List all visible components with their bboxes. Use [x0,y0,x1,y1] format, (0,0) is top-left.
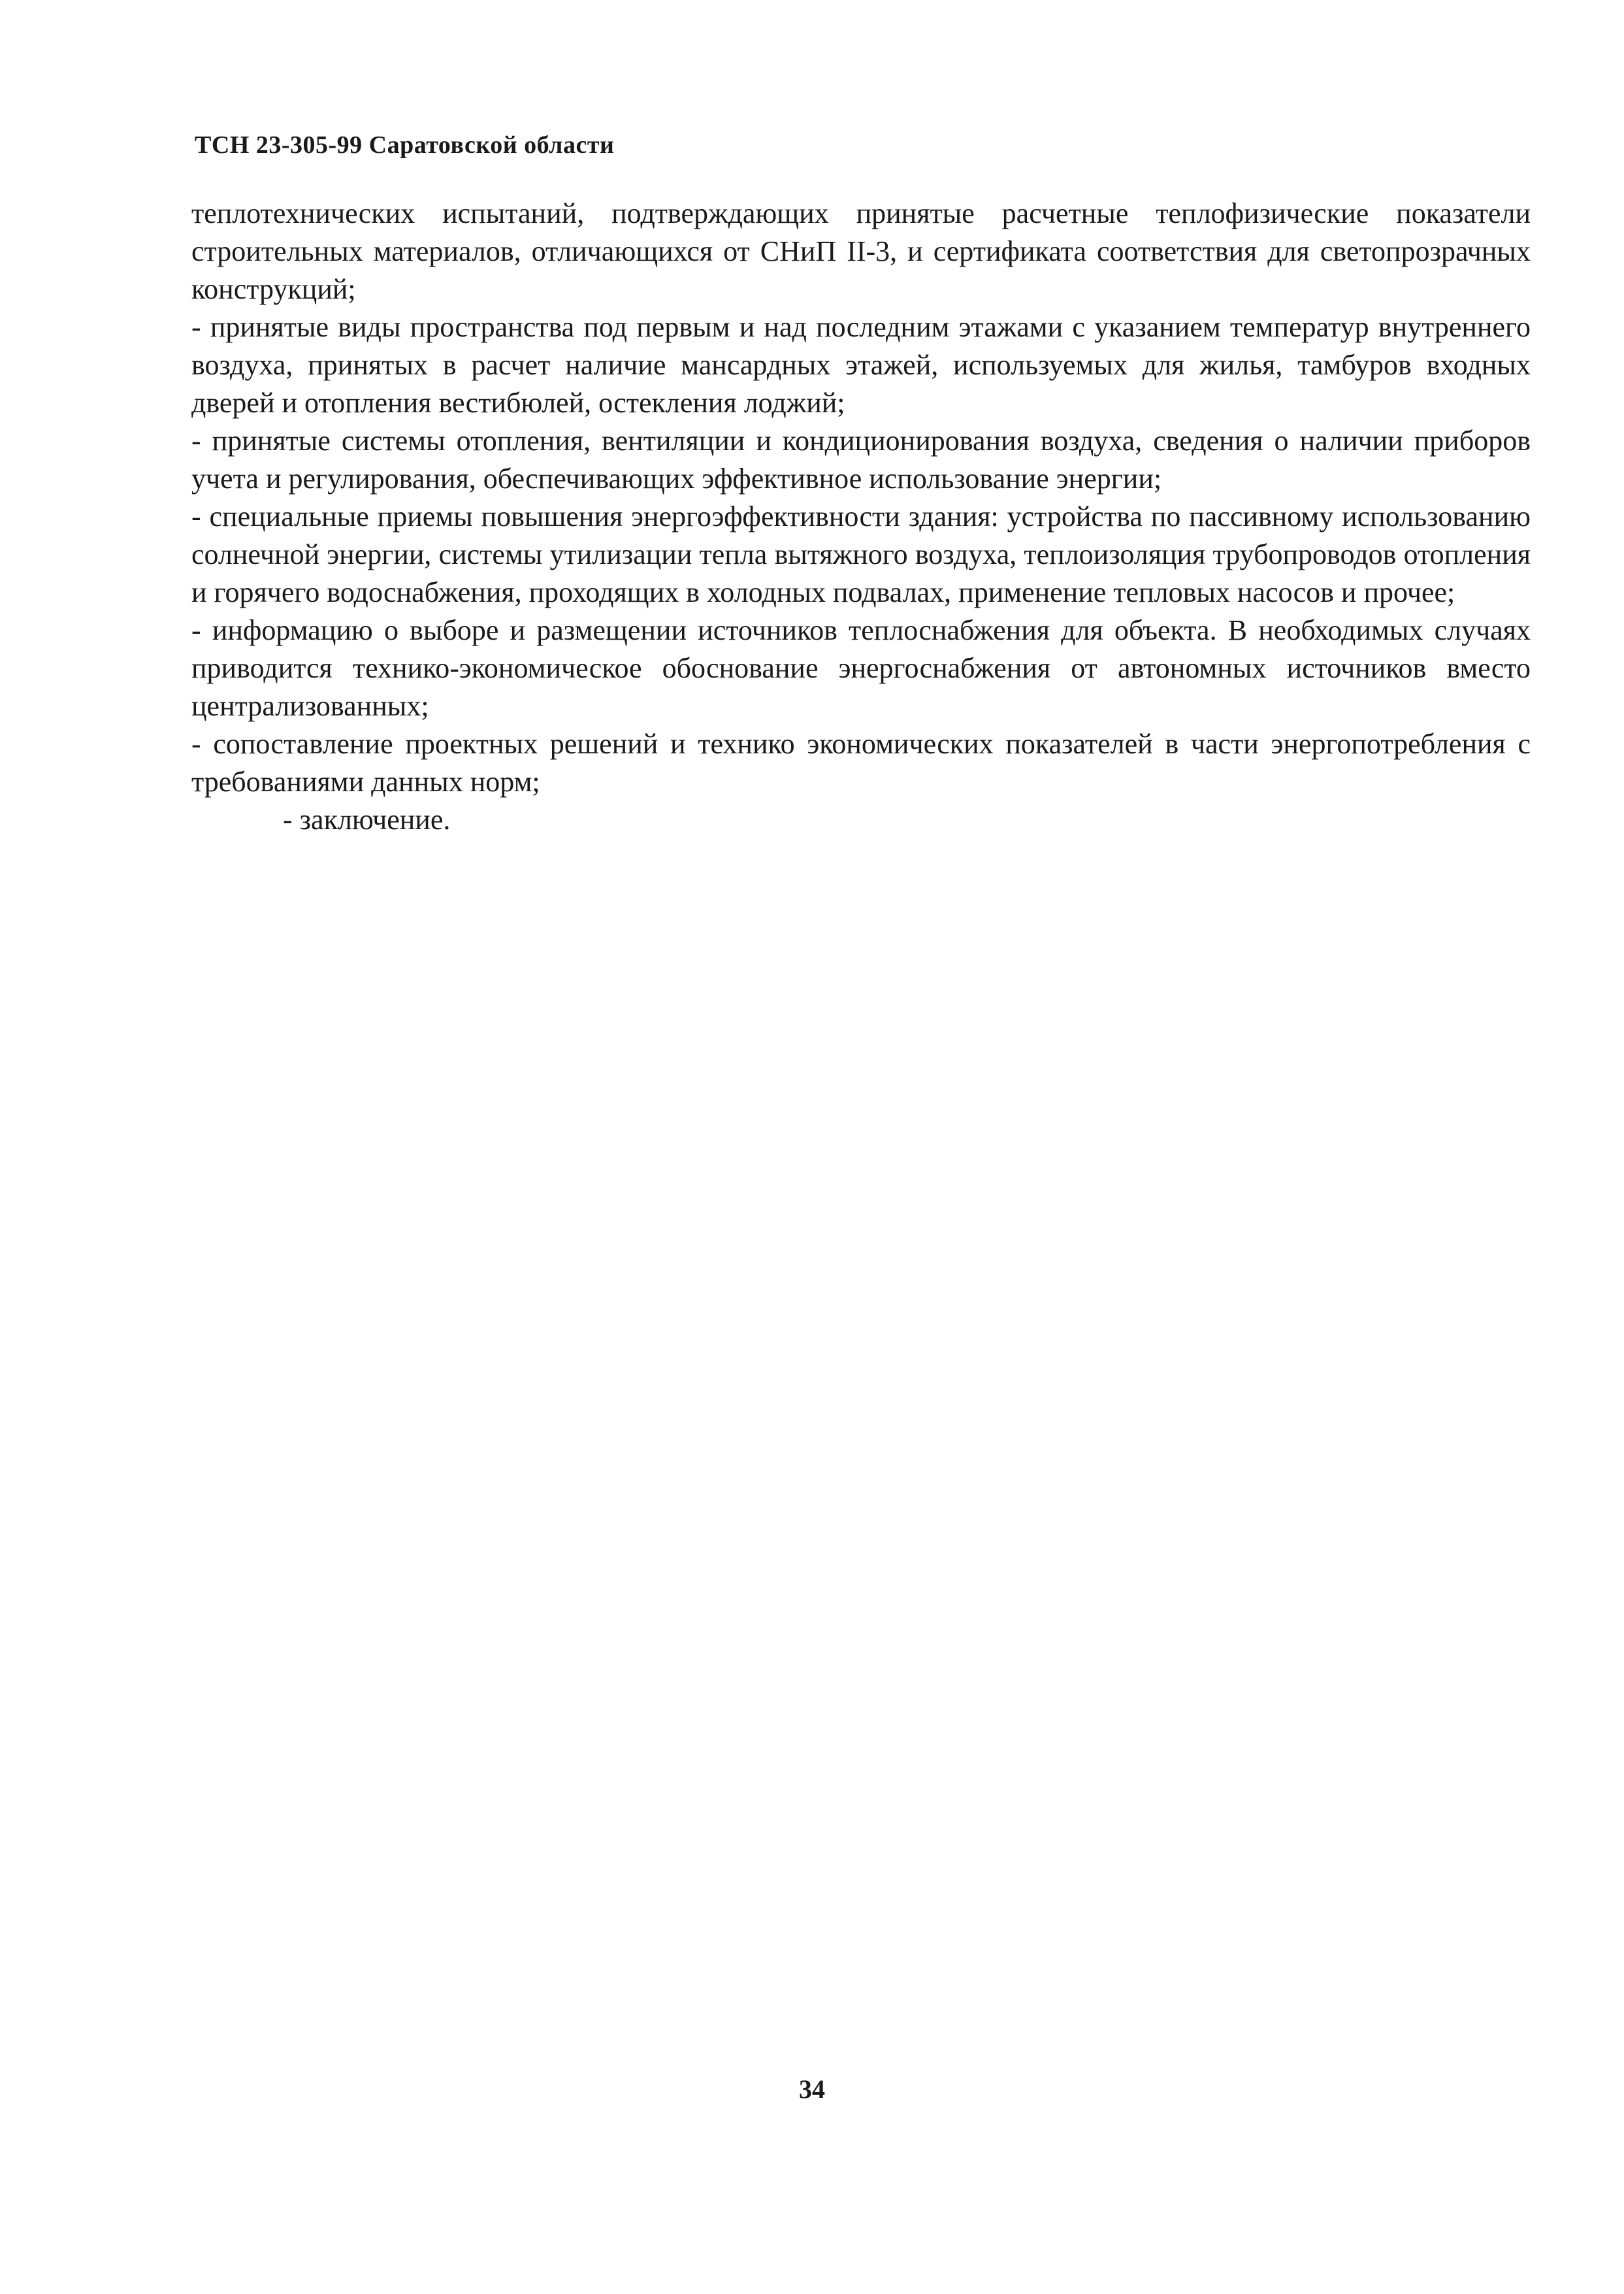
list-item-systems: - принятые системы отопления, вентиляции и кондиционирования воздуха, сведения о наличии приборов учета и регулирования, обеспечивающих эффективное использование энергии; [191,425,1531,495]
running-header: ТСН 23-305-99 Саратовской области [195,131,615,159]
paragraph-continuation: теплотехнических испытаний, подтверждающих принятые расчетные теплофизические показатели строительных материалов, отличающихся от СНиП II-3, и сертификата соответствия для светопрозрачных конструкций; [191,197,1531,305]
list-item-heat-sources: - информацию о выборе и размещении источников теплоснабжения для объекта. В необходимых случаях приводится технико-экономическое обоснование энергоснабжения от автономных источников вместо централизованных; [191,614,1531,722]
page-number: 34 [799,2074,825,2104]
body-text [191,195,1531,839]
list-item-spaces: - принятые виды пространства под первым и над последним этажами с указанием температур внутреннего воздуха, принятых в расчет наличие мансардных этажей, используемых для жилья, тамбуров входных дверей и отопления вестибюлей, остекления лоджий; [191,311,1531,419]
list-item-energy-efficiency: - специальные приемы повышения энергоэффективности здания: устройства по пассивному использованию солнечной энергии, системы утилизации тепла вытяжного воздуха, теплоизоляция трубопроводов отопления и горячего водоснабжения, проходящих в холодных подвалах, применение тепловых насосов и прочее; [191,500,1531,608]
list-item-comparison: - сопоставление проектных решений и технико экономических показателей в части энергопотребления с требованиями данных норм; [191,728,1531,798]
list-item-conclusion: - заключение. [283,804,451,836]
